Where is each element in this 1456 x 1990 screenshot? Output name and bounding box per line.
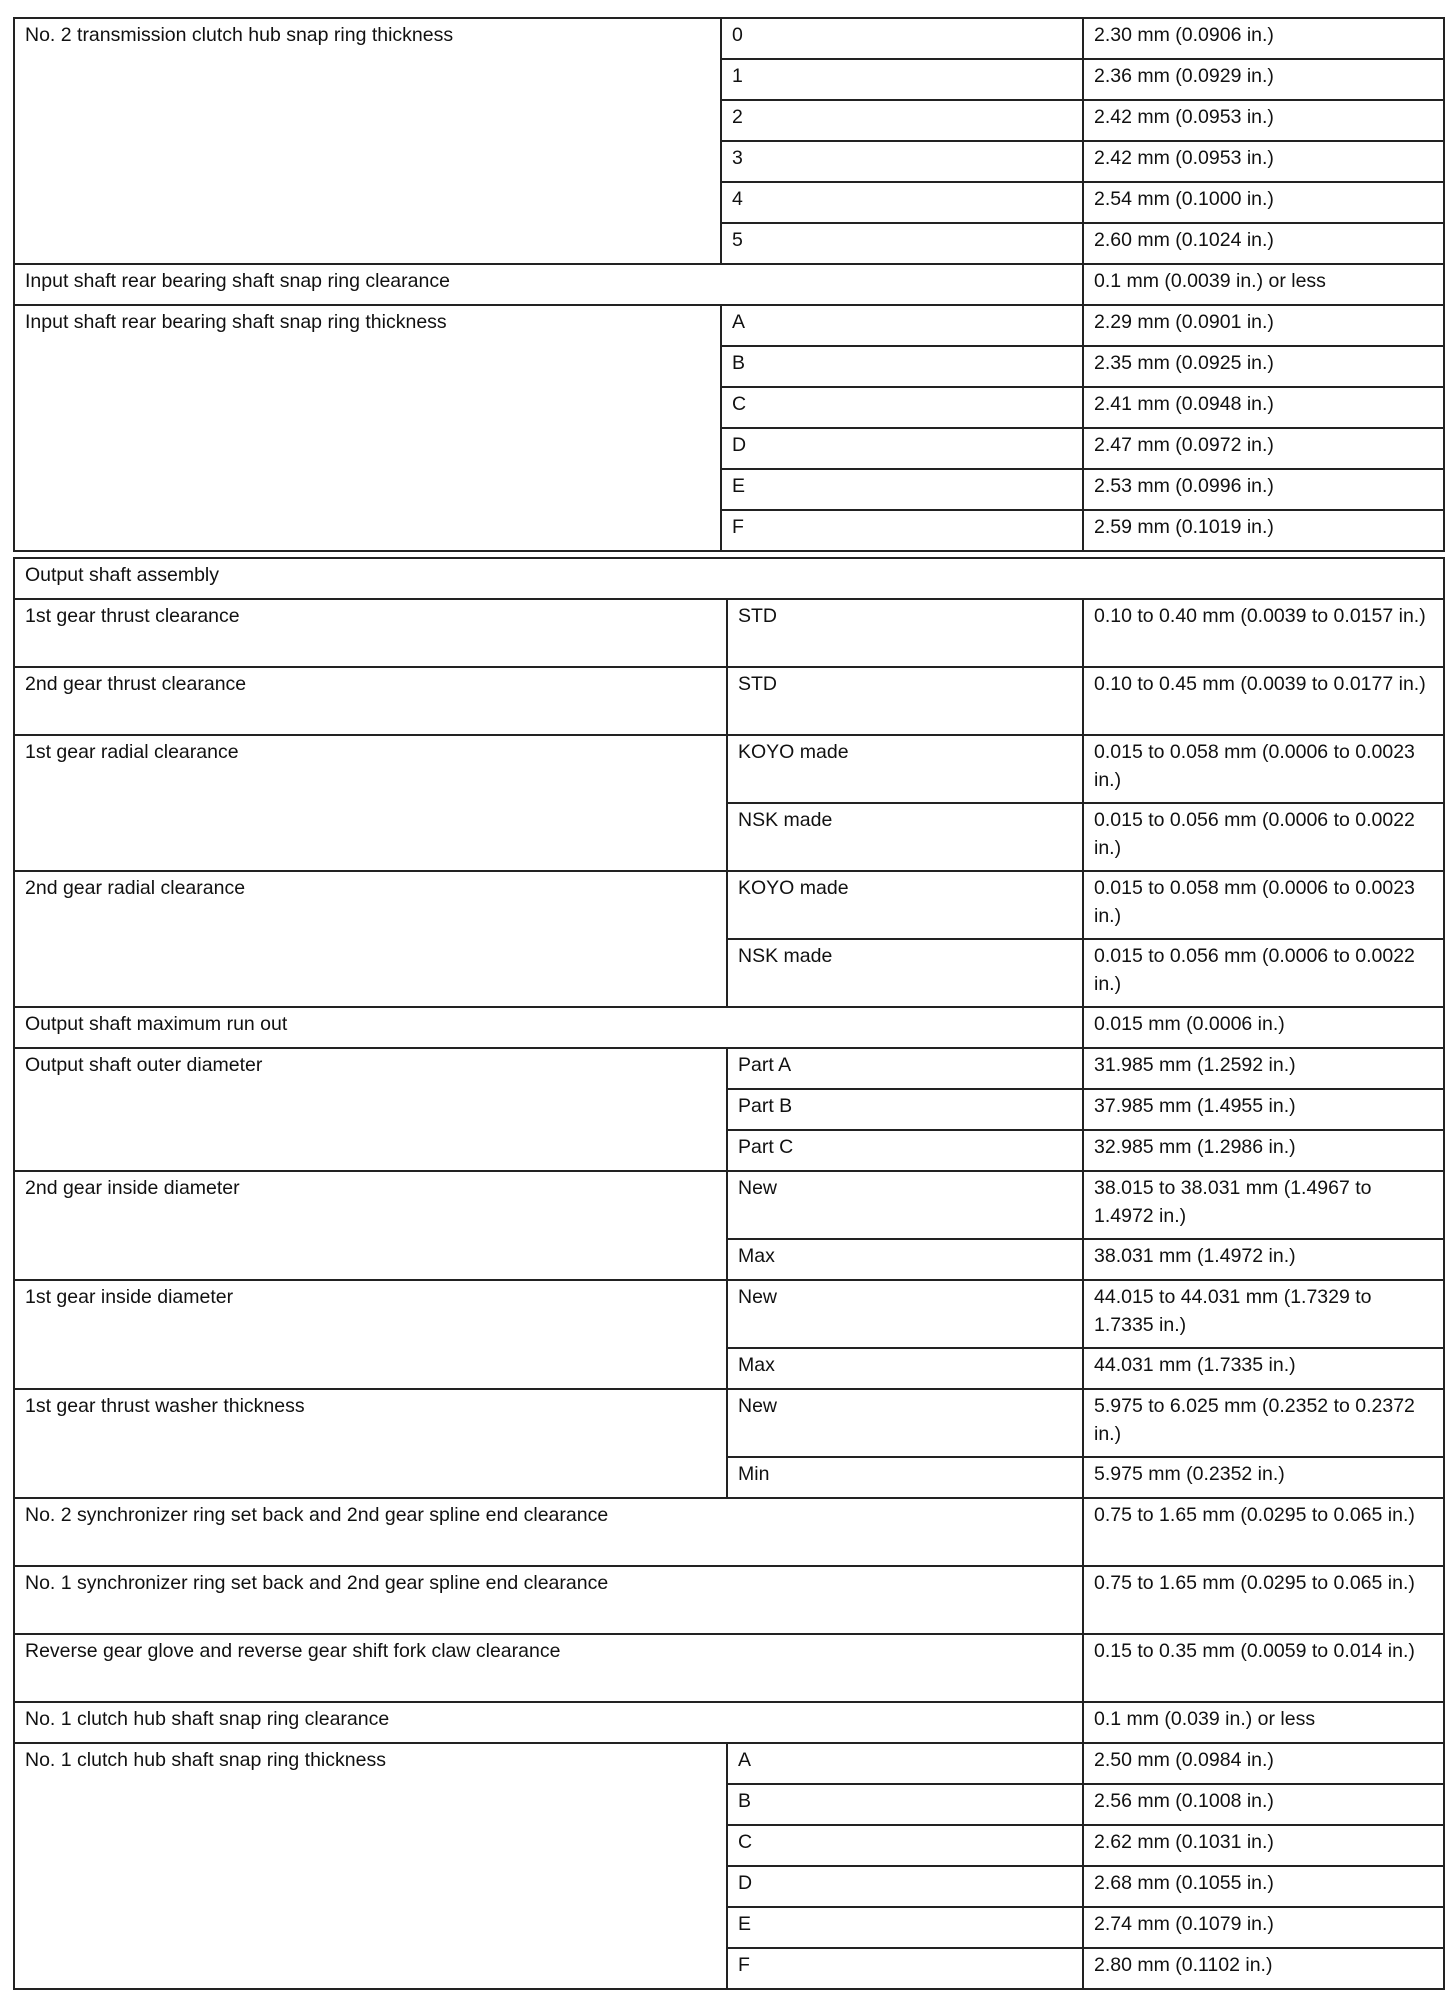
condition-cell: Min <box>727 1457 1083 1498</box>
table-row <box>14 1007 1444 1048</box>
section-title: Output shaft assembly <box>14 558 1444 599</box>
table-row <box>14 305 1444 346</box>
item-cell: Output shaft maximum run out <box>14 1007 1083 1048</box>
mark-cell: 2 <box>721 100 1083 141</box>
condition-cell: KOYO made <box>727 735 1083 803</box>
item-cell: 2nd gear radial clearance <box>14 871 727 1007</box>
value-cell: 0.75 to 1.65 mm (0.0295 to 0.065 in.) <box>1083 1498 1444 1566</box>
table-row <box>14 1048 1444 1089</box>
condition-cell: Max <box>727 1348 1083 1389</box>
item-cell: Input shaft rear bearing shaft snap ring thickness <box>14 305 721 551</box>
condition-cell: A <box>727 1743 1083 1784</box>
value-cell: 2.54 mm (0.1000 in.) <box>1083 182 1444 223</box>
value-cell: 2.74 mm (0.1079 in.) <box>1083 1907 1444 1948</box>
condition-cell: STD <box>727 599 1083 667</box>
value-cell: 44.031 mm (1.7335 in.) <box>1083 1348 1444 1389</box>
item-cell: 1st gear thrust clearance <box>14 599 727 667</box>
condition-cell: Part B <box>727 1089 1083 1130</box>
item-cell: Output shaft outer diameter <box>14 1048 727 1171</box>
item-cell: No. 1 clutch hub shaft snap ring thickness <box>14 1743 727 1989</box>
table-row <box>14 599 1444 667</box>
value-cell: 31.985 mm (1.2592 in.) <box>1083 1048 1444 1089</box>
value-cell: 37.985 mm (1.4955 in.) <box>1083 1089 1444 1130</box>
condition-cell: C <box>727 1825 1083 1866</box>
value-cell: 2.68 mm (0.1055 in.) <box>1083 1866 1444 1907</box>
condition-cell: KOYO made <box>727 871 1083 939</box>
item-cell: 2nd gear inside diameter <box>14 1171 727 1280</box>
condition-cell: Part C <box>727 1130 1083 1171</box>
value-cell: 5.975 to 6.025 mm (0.2352 to 0.2372 in.) <box>1083 1389 1444 1457</box>
snap-ring-spec-table <box>13 17 1445 552</box>
condition-cell: B <box>727 1784 1083 1825</box>
table-row <box>14 1566 1444 1634</box>
value-cell: 0.75 to 1.65 mm (0.0295 to 0.065 in.) <box>1083 1566 1444 1634</box>
mark-cell: D <box>721 428 1083 469</box>
value-cell: 0.15 to 0.35 mm (0.0059 to 0.014 in.) <box>1083 1634 1444 1702</box>
value-cell: 2.35 mm (0.0925 in.) <box>1083 346 1444 387</box>
table-row <box>14 871 1444 939</box>
mark-cell: C <box>721 387 1083 428</box>
mark-cell: E <box>721 469 1083 510</box>
condition-cell: Part A <box>727 1048 1083 1089</box>
item-cell: No. 2 transmission clutch hub snap ring thickness <box>14 18 721 264</box>
mark-cell: 1 <box>721 59 1083 100</box>
section-title-row <box>14 558 1444 599</box>
condition-cell: New <box>727 1171 1083 1239</box>
table-row <box>14 667 1444 735</box>
value-cell: 2.50 mm (0.0984 in.) <box>1083 1743 1444 1784</box>
value-cell: 2.56 mm (0.1008 in.) <box>1083 1784 1444 1825</box>
value-cell: 0.10 to 0.45 mm (0.0039 to 0.0177 in.) <box>1083 667 1444 735</box>
value-cell: 0.015 mm (0.0006 in.) <box>1083 1007 1444 1048</box>
value-cell: 2.53 mm (0.0996 in.) <box>1083 469 1444 510</box>
table-row <box>14 1702 1444 1743</box>
value-cell: 38.015 to 38.031 mm (1.4967 to 1.4972 in.) <box>1083 1171 1444 1239</box>
condition-cell: F <box>727 1948 1083 1989</box>
output-shaft-spec-table <box>13 557 1445 1990</box>
value-cell: 5.975 mm (0.2352 in.) <box>1083 1457 1444 1498</box>
value-cell: 0.1 mm (0.039 in.) or less <box>1083 1702 1444 1743</box>
value-cell: 2.60 mm (0.1024 in.) <box>1083 223 1444 264</box>
condition-cell: E <box>727 1907 1083 1948</box>
item-cell: 1st gear radial clearance <box>14 735 727 871</box>
table-row <box>14 1280 1444 1348</box>
table-row <box>14 1743 1444 1784</box>
value-cell: 0.015 to 0.058 mm (0.0006 to 0.0023 in.) <box>1083 735 1444 803</box>
item-cell: No. 1 clutch hub shaft snap ring clearance <box>14 1702 1083 1743</box>
value-cell: 2.47 mm (0.0972 in.) <box>1083 428 1444 469</box>
value-cell: 2.29 mm (0.0901 in.) <box>1083 305 1444 346</box>
condition-cell: New <box>727 1389 1083 1457</box>
value-cell: 2.30 mm (0.0906 in.) <box>1083 18 1444 59</box>
item-cell: Input shaft rear bearing shaft snap ring clearance <box>14 264 1083 305</box>
value-cell: 0.015 to 0.058 mm (0.0006 to 0.0023 in.) <box>1083 871 1444 939</box>
table-row <box>14 1389 1444 1457</box>
mark-cell: 3 <box>721 141 1083 182</box>
mark-cell: F <box>721 510 1083 551</box>
mark-cell: 4 <box>721 182 1083 223</box>
value-cell: 2.80 mm (0.1102 in.) <box>1083 1948 1444 1989</box>
item-cell: No. 1 synchronizer ring set back and 2nd gear spline end clearance <box>14 1566 1083 1634</box>
table-row <box>14 1634 1444 1702</box>
value-cell: 44.015 to 44.031 mm (1.7329 to 1.7335 in.) <box>1083 1280 1444 1348</box>
item-cell: 1st gear thrust washer thickness <box>14 1389 727 1498</box>
condition-cell: Max <box>727 1239 1083 1280</box>
table-row <box>14 1498 1444 1566</box>
value-cell: 0.015 to 0.056 mm (0.0006 to 0.0022 in.) <box>1083 803 1444 871</box>
value-cell: 38.031 mm (1.4972 in.) <box>1083 1239 1444 1280</box>
condition-cell: STD <box>727 667 1083 735</box>
mark-cell: 5 <box>721 223 1083 264</box>
mark-cell: B <box>721 346 1083 387</box>
condition-cell: D <box>727 1866 1083 1907</box>
table-row <box>14 264 1444 305</box>
mark-cell: A <box>721 305 1083 346</box>
table-row <box>14 18 1444 59</box>
value-cell: 0.10 to 0.40 mm (0.0039 to 0.0157 in.) <box>1083 599 1444 667</box>
value-cell: 2.42 mm (0.0953 in.) <box>1083 141 1444 182</box>
condition-cell: New <box>727 1280 1083 1348</box>
item-cell: 2nd gear thrust clearance <box>14 667 727 735</box>
value-cell: 0.1 mm (0.0039 in.) or less <box>1083 264 1444 305</box>
value-cell: 0.015 to 0.056 mm (0.0006 to 0.0022 in.) <box>1083 939 1444 1007</box>
value-cell: 2.62 mm (0.1031 in.) <box>1083 1825 1444 1866</box>
value-cell: 2.42 mm (0.0953 in.) <box>1083 100 1444 141</box>
value-cell: 2.59 mm (0.1019 in.) <box>1083 510 1444 551</box>
item-cell: 1st gear inside diameter <box>14 1280 727 1389</box>
condition-cell: NSK made <box>727 939 1083 1007</box>
condition-cell: NSK made <box>727 803 1083 871</box>
table-row <box>14 1171 1444 1239</box>
item-cell: Reverse gear glove and reverse gear shift fork claw clearance <box>14 1634 1083 1702</box>
table-row <box>14 735 1444 803</box>
value-cell: 32.985 mm (1.2986 in.) <box>1083 1130 1444 1171</box>
item-cell: No. 2 synchronizer ring set back and 2nd gear spline end clearance <box>14 1498 1083 1566</box>
mark-cell: 0 <box>721 18 1083 59</box>
value-cell: 2.36 mm (0.0929 in.) <box>1083 59 1444 100</box>
value-cell: 2.41 mm (0.0948 in.) <box>1083 387 1444 428</box>
